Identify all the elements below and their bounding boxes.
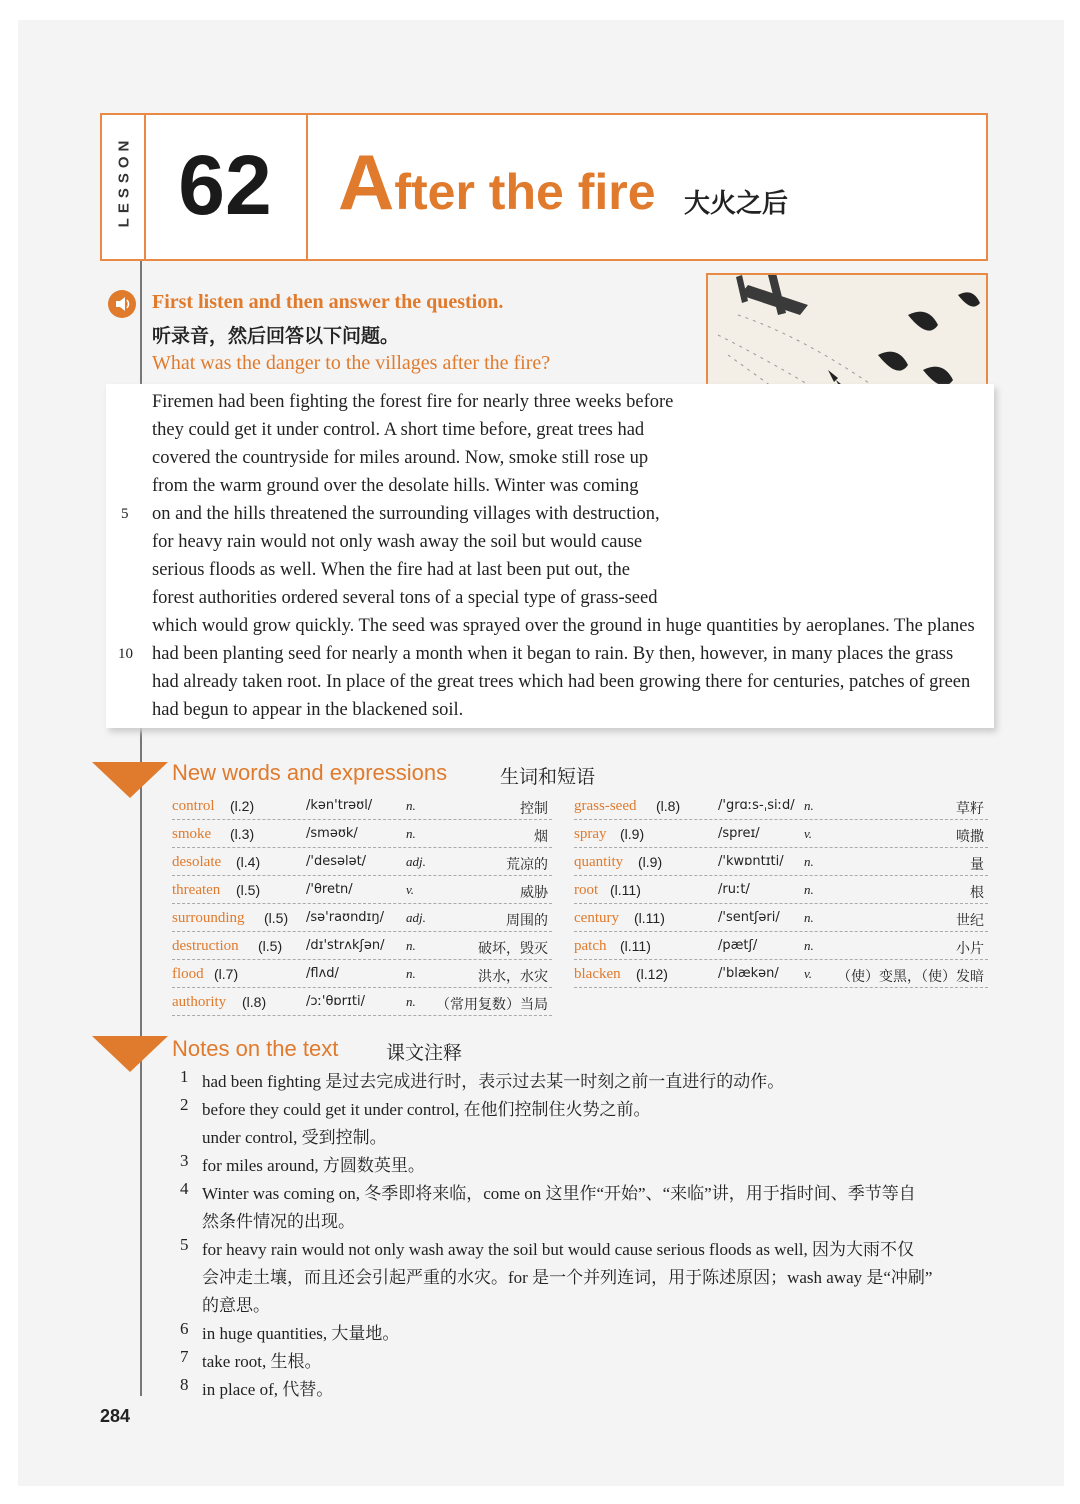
vocab-word: root — [574, 882, 599, 898]
lesson-label-column — [102, 115, 146, 259]
vocab-meaning: 周围的 — [506, 913, 548, 929]
note-number: 5 — [180, 1235, 189, 1254]
passage-line: had already taken root. In place of the great trees which had been growing there for centuries, patches of green — [152, 672, 971, 692]
vocab-pos: n. — [804, 938, 814, 953]
vocab-meaning: 控制 — [520, 801, 548, 817]
vocab-line: (l.5) — [236, 882, 261, 898]
vocab-row — [172, 820, 552, 848]
vocab-pos: n. — [406, 994, 416, 1009]
vocab-row — [574, 792, 988, 820]
lesson-number: 62 — [178, 138, 272, 232]
vocab-line: (l.9) — [620, 826, 645, 842]
title-initial: A — [338, 138, 395, 226]
vocab-row — [574, 848, 988, 876]
vocab-phonetic: /'desələt/ — [306, 854, 367, 869]
note-text: 会冲走土壤，而且还会引起严重的水灾。for 是一个并列连词，用于陈述原因；wash away 是“冲刷” — [202, 1268, 933, 1287]
vocab-pos: v. — [406, 882, 415, 897]
vocab-pos: n. — [804, 910, 814, 925]
vocab-phonetic: /'sentʃəri/ — [718, 910, 780, 925]
passage-box — [106, 384, 994, 728]
vocab-phonetic: /flʌd/ — [306, 966, 339, 981]
speaker-icon[interactable] — [108, 290, 136, 318]
note-number: 4 — [180, 1179, 189, 1198]
vocab-pos: n. — [406, 826, 416, 841]
lightbulb-icon — [92, 762, 168, 798]
passage-line: serious floods as well. When the fire had at last been put out, the — [152, 560, 630, 580]
vocab-heading-cn: 生词和短语 — [500, 767, 596, 788]
passage-line: Firemen had been fighting the forest fire for nearly three weeks before — [152, 392, 674, 412]
vocab-word: blacken — [574, 966, 621, 982]
vocab-meaning: 威胁 — [520, 885, 548, 901]
vocab-line: (l.12) — [636, 966, 668, 982]
vocab-phonetic: /dɪ'strʌkʃən/ — [306, 938, 385, 953]
vocab-meaning: 量 — [970, 857, 984, 873]
comprehension-question: What was the danger to the villages after the fire? — [152, 352, 551, 374]
line-number-10: 10 — [118, 646, 133, 662]
vocab-row — [172, 848, 552, 876]
vocab-phonetic: /pætʃ/ — [718, 938, 758, 953]
note-text: under control, 受到控制。 — [202, 1128, 387, 1147]
line-number-5: 5 — [121, 506, 129, 522]
note-text: before they could get it under control, 在他们控制住火势之前。 — [202, 1100, 651, 1119]
passage-line: for heavy rain would not only wash away the soil but would cause — [152, 532, 643, 552]
vocab-word: authority — [172, 994, 227, 1010]
vocab-meaning: 小片 — [956, 941, 984, 957]
passage-line: they could get it under control. A short time before, great trees had — [152, 420, 645, 440]
lesson-title-cn: 大火之后 — [684, 189, 789, 218]
vocab-line: (l.3) — [230, 826, 255, 842]
vocab-pos: adj. — [406, 910, 426, 925]
vocab-meaning: 破坏，毁灭 — [478, 941, 548, 957]
vocab-phonetic: /spreɪ/ — [718, 826, 760, 841]
note-text: take root, 生根。 — [202, 1352, 322, 1371]
vocab-row — [172, 932, 552, 960]
vocab-phonetic: /'grɑːs-ˌsiːd/ — [718, 798, 795, 813]
note-text: for heavy rain would not only wash away the soil but would cause serious floods as well, 因为大雨不仅 — [202, 1240, 914, 1259]
vocab-meaning: 喷撒 — [956, 829, 984, 845]
note-text: in place of, 代替。 — [202, 1380, 334, 1399]
vocab-pos: n. — [406, 938, 416, 953]
note-text: in huge quantities, 大量地。 — [202, 1324, 400, 1343]
vocab-line: (l.8) — [242, 994, 267, 1010]
vocab-word: threaten — [172, 882, 221, 898]
vocab-word: quantity — [574, 854, 624, 870]
vocab-phonetic: /'kwɒntɪti/ — [718, 854, 784, 869]
notes-heading-cn: 课文注释 — [386, 1043, 463, 1064]
note-number: 6 — [180, 1319, 189, 1338]
vocab-meaning: （使）变黑，（使）发暗 — [837, 969, 984, 985]
vocab-meaning: 根 — [970, 885, 984, 901]
passage-line: on and the hills threatened the surrounding villages with destruction, — [152, 504, 660, 524]
title-rest: fter the fire — [394, 164, 656, 220]
note-text: 的意思。 — [202, 1296, 270, 1315]
note-number: 3 — [180, 1151, 189, 1170]
vocab-pos: n. — [406, 966, 416, 981]
vocab-row — [574, 904, 988, 932]
instruction-cn: 听录音，然后回答以下问题。 — [152, 326, 400, 347]
vocab-phonetic: /kən'trəʊl/ — [306, 798, 373, 813]
vocab-meaning: 世纪 — [956, 913, 984, 929]
passage-line: covered the countryside for miles around. Now, smoke still rose up — [152, 448, 649, 468]
vocab-row — [172, 876, 552, 904]
vocab-line: (l.11) — [620, 938, 651, 954]
note-text: 然条件情况的出现。 — [202, 1212, 355, 1231]
passage-line: had been planting seed for nearly a month when it began to rain. By then, however, in many places the grass — [152, 644, 954, 664]
vocab-word: destruction — [172, 938, 239, 954]
vocab-pos: n. — [804, 798, 814, 813]
vocab-line: (l.11) — [610, 882, 641, 898]
vocab-pos: v. — [804, 826, 813, 841]
vocab-line: (l.2) — [230, 798, 255, 814]
lesson-header — [100, 113, 988, 261]
lesson-number-column — [144, 115, 308, 259]
passage-line: which would grow quickly. The seed was sprayed over the ground in huge quantities by aeroplanes. The planes — [152, 616, 975, 636]
vocab-row — [172, 960, 552, 988]
vocab-pos: v. — [804, 966, 813, 981]
passage-line: forest authorities ordered several tons of a special type of grass-seed — [152, 588, 658, 608]
vocab-line: (l.5) — [258, 938, 283, 954]
note-number: 1 — [180, 1067, 189, 1086]
note-text: had been fighting 是过去完成进行时，表示过去某一时刻之前一直进行的动作。 — [202, 1072, 785, 1091]
vocab-line: (l.7) — [214, 966, 239, 982]
vocab-phonetic: /ɔː'θɒrɪti/ — [306, 994, 365, 1009]
note-text: Winter was coming on, 冬季即将来临，come on 这里作“开始”、“来临”讲，用于指时间、季节等自 — [202, 1184, 916, 1203]
note-text: for miles around, 方圆数英里。 — [202, 1156, 425, 1175]
lesson-label: LESSON — [115, 135, 133, 228]
vocab-phonetic: /sə'raʊndɪŋ/ — [306, 910, 385, 925]
vocab-phonetic: /ruːt/ — [718, 882, 750, 897]
page-number: 284 — [100, 1406, 131, 1426]
vocab-row — [172, 904, 552, 932]
passage-line: from the warm ground over the desolate hills. Winter was coming — [152, 476, 639, 496]
note-number: 2 — [180, 1095, 189, 1114]
vocab-row — [574, 932, 988, 960]
vocab-phonetic: /'blækən/ — [718, 966, 779, 981]
vocab-meaning: 洪水，水灾 — [478, 969, 548, 985]
pen-icon — [92, 1036, 168, 1072]
lesson-title — [338, 137, 656, 228]
vocab-pos: n. — [406, 798, 416, 813]
vocab-word: patch — [574, 938, 607, 954]
vocab-meaning: 荒凉的 — [506, 857, 548, 873]
vocab-line: (l.9) — [638, 854, 663, 870]
vocab-pos: adj. — [406, 854, 426, 869]
vocab-line: (l.11) — [634, 910, 665, 926]
vocab-row — [172, 792, 552, 820]
vocab-phonetic: /sməʊk/ — [306, 826, 358, 841]
vocab-phonetic: /'θretn/ — [306, 882, 353, 897]
vocab-row — [574, 820, 988, 848]
vocab-word: smoke — [172, 826, 212, 842]
vocab-line: (l.4) — [236, 854, 261, 870]
vocab-word: spray — [574, 826, 607, 842]
vocab-row — [574, 960, 988, 988]
vocab-word: flood — [172, 966, 204, 982]
vocab-pos: n. — [804, 882, 814, 897]
note-number: 8 — [180, 1375, 189, 1394]
vocab-word: grass-seed — [574, 798, 637, 814]
vocab-line: (l.5) — [264, 910, 289, 926]
vocab-meaning: （常用复数）当局 — [436, 997, 548, 1013]
vocab-meaning: 烟 — [534, 829, 548, 845]
vocab-meaning: 草籽 — [956, 801, 984, 817]
notes-heading: Notes on the text — [172, 1036, 339, 1061]
vocab-line: (l.8) — [656, 798, 681, 814]
vocab-heading: New words and expressions — [172, 760, 448, 785]
instruction-en: First listen and then answer the question. — [152, 291, 504, 313]
vocab-word: desolate — [172, 854, 222, 870]
passage-line: had begun to appear in the blackened soil. — [152, 700, 464, 720]
note-number: 7 — [180, 1347, 189, 1366]
vocab-row — [574, 876, 988, 904]
vocab-word: surrounding — [172, 910, 245, 926]
vocab-pos: n. — [804, 854, 814, 869]
vocab-word: century — [574, 910, 619, 926]
vocab-word: control — [172, 798, 215, 814]
vocab-row — [172, 988, 552, 1016]
